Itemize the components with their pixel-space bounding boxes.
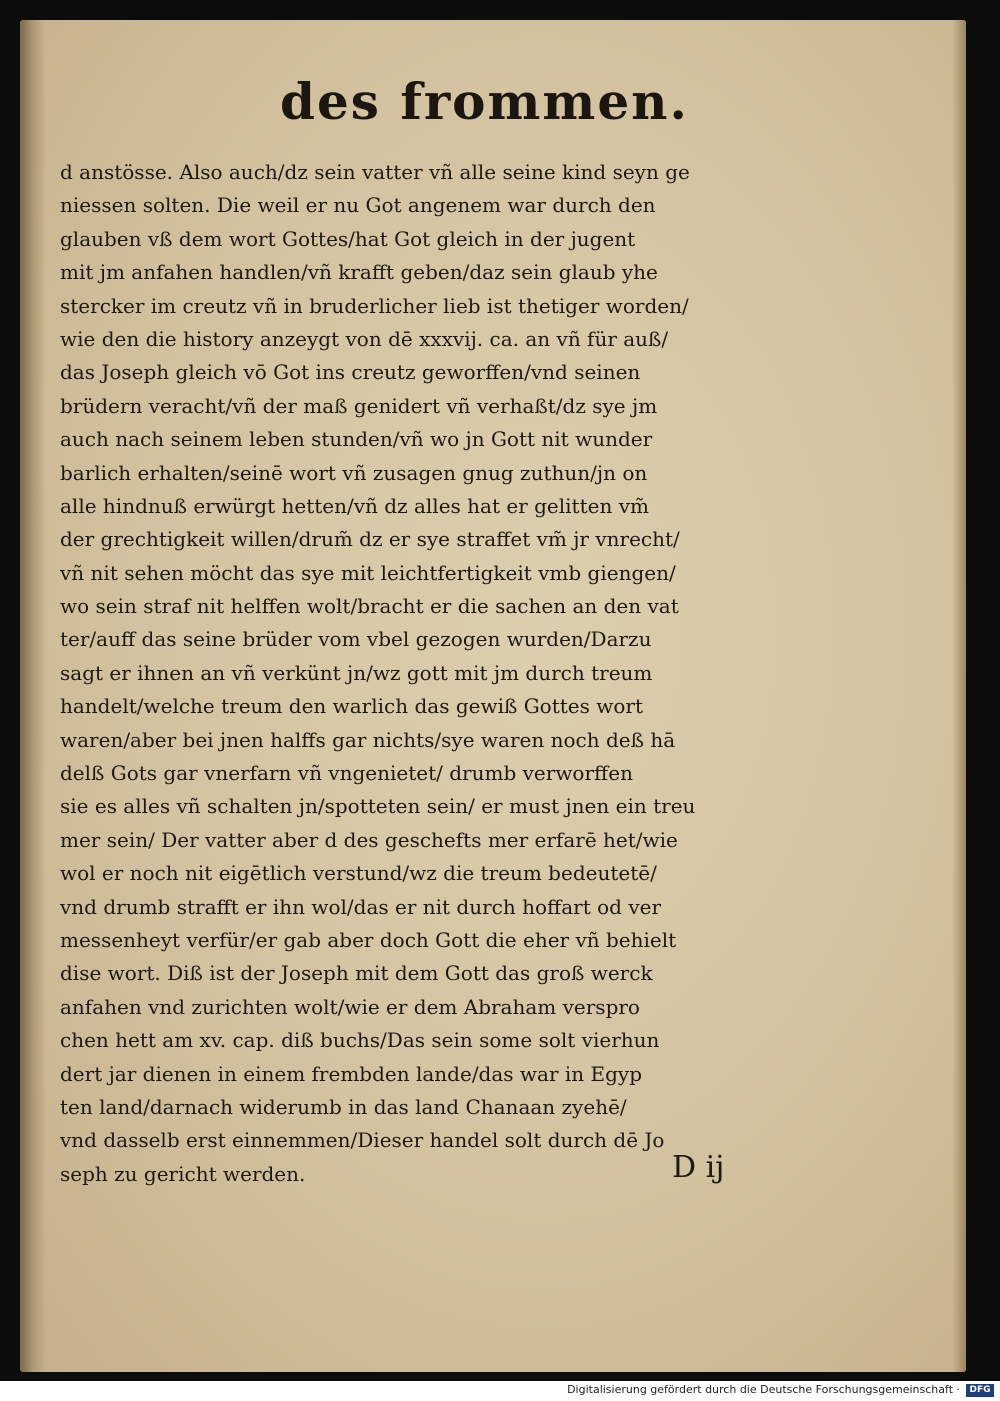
text-line: vnd drumb strafft er ihn wol/das er nit durch hoffart od ver [60,894,662,919]
text-line: ten land/darnach widerumb in das land Chanaan zyehē/ [60,1094,627,1119]
funding-credit: Digitalisierung gefördert durch die Deutsche Forschungsgemeinschaft · [567,1383,960,1396]
text-line: delß Gots gar vnerfarn vñ vngenietet/ drumb verworffen [60,761,633,786]
text-line: seph zu gericht werden. [60,1161,306,1186]
page-gutter [20,20,46,1372]
signature-mark: D ij [672,1150,725,1185]
text-line: mit jm anfahen handlen/vñ krafft geben/daz sein glaub yhe [60,260,658,285]
text-line: alle hindnuß erwürgt hetten/vñ dz alles hat er gelitten vm̃ [60,493,649,518]
text-line: der grechtigkeit willen/drum̃ dz er sye straffet vm̃ jr vnrecht/ [60,527,680,552]
text-line: auch nach seinem leben stunden/vñ wo jn Gott nit wunder [60,427,653,452]
dfg-logo-icon: DFG [966,1384,994,1397]
text-line: barlich erhalten/seinē wort vñ zusagen gnug zuthun/jn on [60,460,648,485]
text-line: wo sein straf nit helffen wolt/bracht er die sachen an den vat [60,594,679,619]
text-line: waren/aber bei jnen halffs gar nichts/sye waren noch deß hā [60,727,676,752]
body-text [60,156,830,1191]
text-line: messenheyt verfür/er gab aber doch Gott die eher vñ behielt [60,927,677,952]
text-line: stercker im creutz vñ in bruderlicher lieb ist thetiger worden/ [60,293,689,318]
text-line: wol er noch nit eigētlich verstund/wz die treum bedeutetē/ [60,861,657,886]
text-line: niessen solten. Die weil er nu Got angenem war durch den [60,193,656,218]
text-line: mer sein/ Der vatter aber d des geschefts mer erfarē het/wie [60,827,678,852]
text-line: handelt/welche treum den warlich das gewiß Gottes wort [60,694,643,719]
text-line: glauben vß dem wort Gottes/hat Got gleich in der jugent [60,226,636,251]
digitization-footer [0,1381,1000,1401]
text-line: brüdern veracht/vñ der maß genidert vñ verhaßt/dz sye jm [60,393,658,418]
text-line: chen hett am xv. cap. diß buchs/Das sein some solt vierhun [60,1028,660,1053]
text-line: d anstösse. Also auch/dz sein vatter vñ alle seine kind seyn ge [60,160,690,184]
text-line: vñ nit sehen möcht das sye mit leichtfertigkeit vmb giengen/ [60,560,676,585]
text-line: wie den die history anzeygt von dē xxxvij. ca. an vñ für auß/ [60,326,669,351]
text-line: anfahen vnd zurichten wolt/wie er dem Abraham verspro [60,994,640,1019]
text-line: vnd dasselb erst einnemmen/Dieser handel solt durch dē Jo [60,1128,665,1153]
running-head: des frommen. [280,72,689,131]
text-line: dert jar dienen in einem frembden lande/das war in Egyp [60,1061,643,1086]
text-line: sagt er ihnen an vñ verkünt jn/wz gott mit jm durch treum [60,660,653,685]
page-edge [952,20,966,1372]
text-line: dise wort. Diß ist der Joseph mit dem Gott das groß werck [60,961,653,986]
text-line: ter/auff das seine brüder vom vbel gezogen wurden/Darzu [60,627,652,652]
book-page [20,20,966,1372]
text-line: sie es alles vñ schalten jn/spotteten sein/ er must jnen ein treu [60,794,696,819]
text-line: das Joseph gleich vō Got ins creutz geworffen/vnd seinen [60,360,641,385]
